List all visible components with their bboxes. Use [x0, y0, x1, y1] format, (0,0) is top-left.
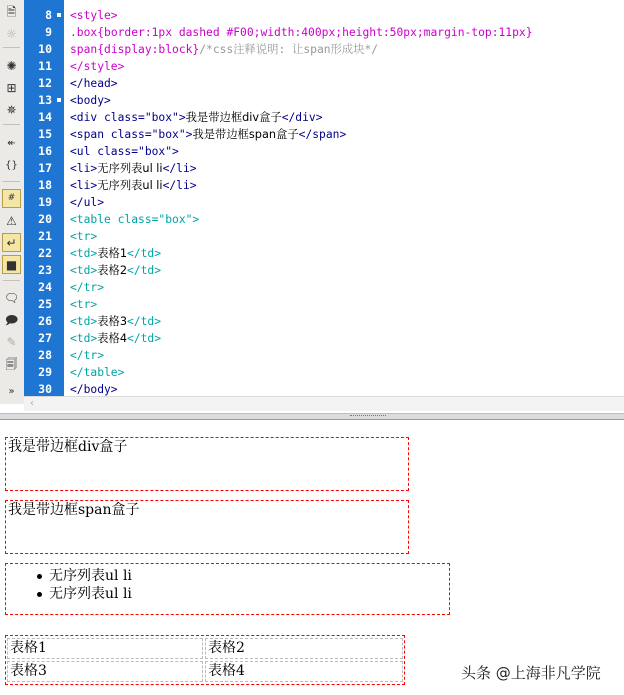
line-number: 27	[38, 331, 52, 345]
fold-marker[interactable]	[57, 13, 61, 17]
more-icon[interactable]: »	[8, 385, 15, 397]
line-number-gutter	[24, 0, 64, 396]
line-number: 24	[38, 280, 52, 294]
span-box	[5, 500, 409, 554]
code-token: <tr>	[70, 230, 98, 243]
code-token: </td>	[127, 332, 162, 345]
code-token: <tr>	[70, 298, 98, 311]
splitter-grip-icon[interactable]	[350, 415, 386, 419]
line-number: 17	[38, 161, 52, 175]
line-number: 16	[38, 144, 52, 158]
code-token: </head>	[70, 77, 118, 90]
word-wrap-icon[interactable]: ↵	[2, 233, 21, 252]
code-token: <div class="box">	[70, 111, 186, 124]
code-token: </ul>	[70, 196, 105, 209]
horizontal-scrollbar[interactable]	[24, 396, 624, 411]
line-number: 14	[38, 110, 52, 124]
code-line	[70, 126, 346, 143]
code-line	[70, 228, 97, 245]
code-token: <li>	[70, 162, 98, 175]
line-number: 9	[45, 25, 52, 39]
syntax-coloring-icon[interactable]: ■	[2, 255, 21, 274]
line-number: 21	[38, 229, 52, 243]
code-line	[70, 262, 161, 279]
code-area[interactable]	[70, 0, 624, 396]
code-token: </span>	[298, 128, 347, 141]
code-line	[70, 211, 199, 228]
code-text: 我是带边框div盒子	[185, 111, 282, 124]
collapse-selection-icon[interactable]: ⊞	[6, 80, 17, 95]
code-line	[70, 347, 104, 364]
code-line	[70, 109, 323, 126]
code-token: </td>	[127, 247, 162, 260]
recent-snippets-icon[interactable]: 🗐	[5, 356, 18, 371]
scroll-left-icon[interactable]: ‹	[30, 398, 34, 409]
uncomment-icon[interactable]: 🗩	[4, 312, 19, 327]
code-token: {border:1px dashed #F00;width:400px;height:50px;margin-top:11px}	[97, 26, 533, 39]
sun-icon[interactable]: ☼	[6, 26, 17, 41]
code-token: span	[70, 43, 98, 56]
code-token: </body>	[70, 383, 118, 396]
line-number: 11	[38, 59, 52, 73]
comment-icon[interactable]: 🗨	[3, 290, 20, 305]
code-text: 无序列表ul li	[97, 162, 163, 175]
document-icon[interactable]: 🗎	[6, 4, 17, 19]
code-token: <style>	[70, 9, 118, 22]
code-token: </tr>	[70, 349, 105, 362]
highlight-invalid-icon[interactable]: ⚠	[6, 213, 17, 228]
bullet-icon	[37, 592, 42, 597]
code-line	[70, 92, 111, 109]
code-token: </tr>	[70, 281, 105, 294]
code-text: 无序列表ul li	[97, 179, 163, 192]
div-box	[5, 437, 409, 491]
pane-splitter[interactable]	[0, 413, 624, 420]
line-numbers-icon[interactable]: #	[2, 189, 21, 208]
code-line	[70, 24, 533, 41]
line-number: 26	[38, 314, 52, 328]
line-number: 29	[38, 365, 52, 379]
code-line	[70, 194, 104, 211]
wrap-tag-icon[interactable]: ✎	[6, 334, 17, 349]
code-line	[70, 7, 118, 24]
code-token: <body>	[70, 94, 111, 107]
code-line	[70, 381, 118, 396]
line-number: 8	[45, 8, 52, 22]
line-number: 12	[38, 76, 52, 90]
code-line	[70, 313, 161, 330]
div-box-text: 我是带边框div盒子	[8, 439, 128, 455]
span-box-text: 我是带边框span盒子	[8, 502, 140, 518]
line-number: 23	[38, 263, 52, 277]
code-line	[70, 245, 161, 262]
table-cell: 表格4	[205, 661, 403, 682]
table-cell: 表格3	[7, 661, 203, 682]
line-number: 10	[38, 42, 52, 56]
expand-all-icon[interactable]: ✵	[6, 102, 17, 117]
code-line	[70, 143, 179, 160]
code-token: </td>	[127, 315, 162, 328]
code-token: </div>	[281, 111, 323, 124]
list-item: 无序列表ul li	[49, 568, 132, 584]
code-token: {display:block}	[97, 43, 200, 56]
code-line	[70, 364, 124, 381]
code-token: <table class="box">	[70, 213, 200, 226]
code-line	[70, 279, 104, 296]
code-token: <ul class="box">	[70, 145, 179, 158]
code-token: <td>	[70, 315, 98, 328]
line-number: 30	[38, 382, 52, 396]
code-token: <td>	[70, 264, 98, 277]
code-token: </td>	[127, 264, 162, 277]
bullet-icon	[37, 574, 42, 579]
table-box	[5, 635, 405, 685]
code-token: <li>	[70, 179, 98, 192]
line-number: 19	[38, 195, 52, 209]
code-token: </table>	[70, 366, 125, 379]
balance-braces-icon[interactable]: {}	[5, 159, 18, 171]
line-number: 25	[38, 297, 52, 311]
code-text: 表格2	[97, 264, 128, 277]
line-number: 20	[38, 212, 52, 226]
code-line	[70, 41, 378, 58]
code-line	[70, 75, 118, 92]
design-preview-pane	[0, 421, 624, 695]
line-number: 18	[38, 178, 52, 192]
watermark: 头条 @上海非凡学院	[461, 664, 601, 682]
table-cell: 表格2	[205, 638, 403, 659]
collapse-tag-icon[interactable]: ✺	[6, 58, 17, 73]
ul-box	[5, 563, 450, 615]
code-token: .box	[70, 26, 98, 39]
code-line	[70, 160, 197, 177]
table-cell: 表格1	[7, 638, 203, 659]
code-token: </li>	[162, 162, 197, 175]
line-number: 15	[38, 127, 52, 141]
code-line	[70, 58, 124, 75]
code-token: <span class="box">	[70, 128, 193, 141]
code-line	[70, 330, 161, 347]
line-number: 22	[38, 246, 52, 260]
code-token: <td>	[70, 247, 98, 260]
code-line	[70, 177, 197, 194]
code-text: 表格4	[97, 332, 128, 345]
code-token: </li>	[162, 179, 197, 192]
code-text: 表格3	[97, 315, 128, 328]
code-token: </style>	[70, 60, 125, 73]
code-comment: /*css注释说明: 让span形成块*/	[199, 43, 379, 56]
line-number: 28	[38, 348, 52, 362]
line-number: 13	[38, 93, 52, 107]
list-item: 无序列表ul li	[49, 586, 132, 602]
code-text: 我是带边框span盒子	[192, 128, 299, 141]
select-parent-icon[interactable]: ↞	[7, 137, 16, 149]
code-line	[70, 296, 97, 313]
code-token: <td>	[70, 332, 98, 345]
code-text: 表格1	[97, 247, 128, 260]
fold-marker[interactable]	[57, 98, 61, 102]
